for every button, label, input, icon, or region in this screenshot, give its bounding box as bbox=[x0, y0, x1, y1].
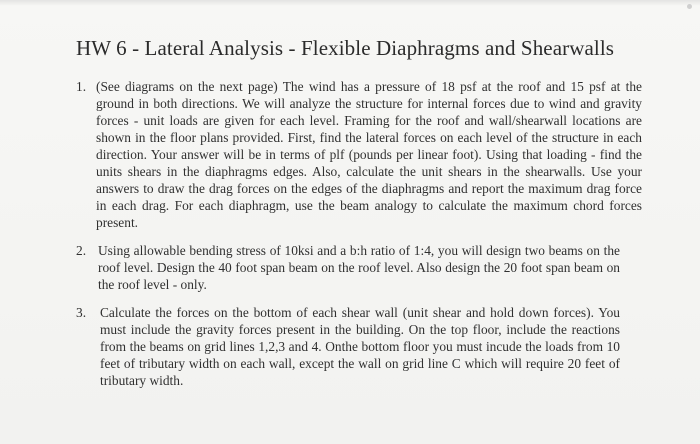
question-text: (See diagrams on the next page) The wind has a pressure of 18 psf at the roof and 15 psf at the ground in both directions. We will analyze the structure for internal forces due to wind and gravity forces - unit loads are given for each level. Framing for the roof and wall/shearwall locations are shown in the floor plans provided. First, find the lateral forces on each level of the structure in each direction. Your answer will be in terms of plf (pounds per linear foot). Using that loading - find the units shears in the diaphragms edges. Also, calculate the unit shears in the shearwalls. Use your answers to draw the drag forces on the edges of the diaphragms and report the maximum drag force in each drag. For each diaphragm, use the beam analogy to calculate the maximum chord forces present. bbox=[96, 79, 642, 230]
question-number: 2. bbox=[76, 243, 87, 258]
corner-mark bbox=[687, 4, 692, 9]
question-item-3 bbox=[76, 304, 620, 389]
question-item-2 bbox=[76, 242, 620, 293]
question-item-1 bbox=[76, 78, 642, 231]
question-text: Calculate the forces on the bottom of each shear wall (unit shear and hold down forces). You must include the gravity forces present in the building. On the top floor, include the reactions from the beams on grid lines 1,2,3 and 4. Onthe bottom floor you must incude the loads from 10 feet of tributary width on each wall, except the wall on grid line C which will require 20 feet of tributary width. bbox=[100, 305, 620, 388]
question-number: 3. bbox=[76, 305, 87, 320]
page-top-edge bbox=[0, 0, 700, 6]
question-number: 1. bbox=[76, 79, 87, 94]
question-list bbox=[76, 78, 642, 389]
document-title: HW 6 - Lateral Analysis - Flexible Diaphragms and Shearwalls bbox=[76, 36, 615, 60]
question-text: Using allowable bending stress of 10ksi and a b:h ratio of 1:4, you will design two beams on the roof level. Design the 40 foot span beam on the roof level. Also design the 20 foot span beam on the roof level - only. bbox=[98, 243, 620, 292]
